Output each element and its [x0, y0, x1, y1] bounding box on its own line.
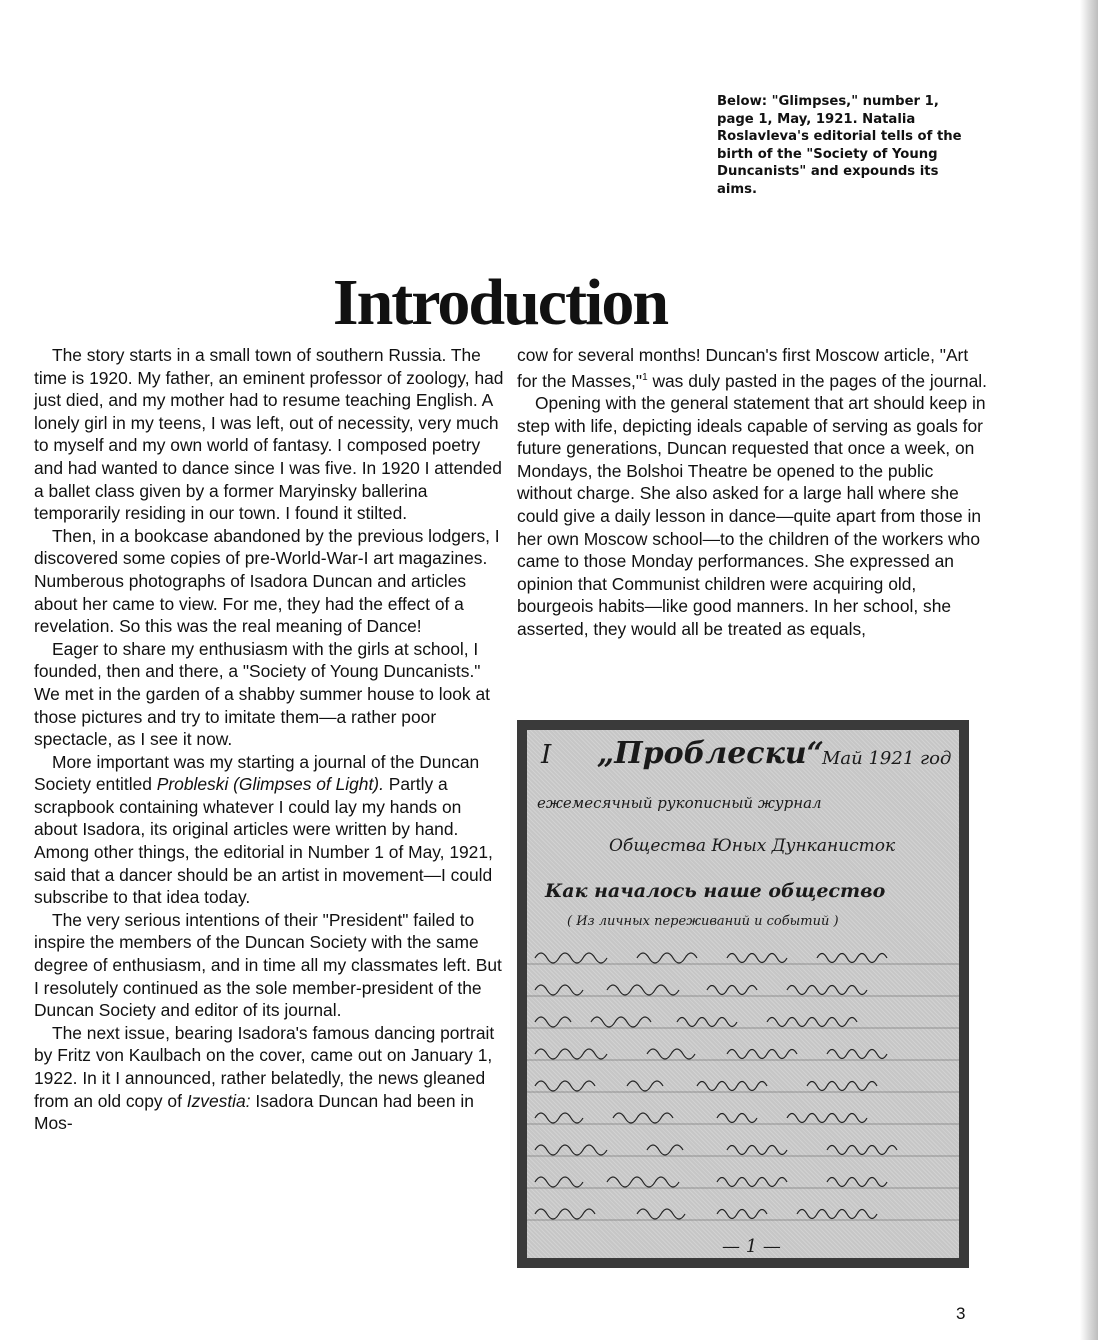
paragraph-text: The next issue, bearing Isadora's famous dancing portrait by Fritz von Kaulbach on the cover, came out on January 1, 1922. In it I announced, rather belatedly, the news gleaned from an old copy of [34, 1022, 495, 1111]
page-title: Introduction [332, 266, 668, 339]
manuscript-line: Общества Юных Дунканисток [609, 836, 896, 856]
page-number: 3 [956, 1304, 966, 1323]
manuscript-handwriting [527, 940, 959, 1250]
paragraph: The very serious intentions of their "President" failed to inspire the members of the Duncan Society with the same degree of enthusiasm, and in time all my classmates left. But I resolutely continued as the sole member-president of the Duncan Society and editor of its journal. [34, 909, 502, 1021]
journal-title: Probleski (Glimpses of Light). [156, 774, 384, 795]
paragraph-text: cow for several months! Duncan's first Moscow article, "Art for the Masses," [517, 345, 969, 391]
paragraph: Eager to share my enthusiasm with the girls at school, I founded, then and there, a "Society of Young Duncanists." We met in the garden of a shabby summer house to look at those pictures and try to imitate them—a rather poor spectacle, as I see it now. [34, 638, 490, 750]
manuscript-page [527, 730, 959, 1258]
paragraph-text: More important was my starting a journal of the Duncan Society entitled [34, 751, 480, 795]
paragraph-text: was duly pasted in the pages of the journal. [647, 370, 987, 391]
paragraph-text: Isadora Duncan had been in Mos- [34, 1090, 474, 1134]
manuscript-subtitle: ( Из личных переживаний и событий ) [567, 914, 839, 929]
manuscript-figure [517, 720, 969, 1268]
manuscript-header-title: „Проблески“ [597, 736, 824, 771]
right-column [517, 344, 987, 641]
figure-caption: Below: "Glimpses," number 1, page 1, May, 1921. Natalia Roslavleva's editorial tells of the birth of the "Society of Young Duncanists" and expounds its aims. [717, 94, 962, 197]
footnote-mark: 1 [642, 371, 648, 383]
paragraph [517, 344, 987, 392]
manuscript-header-date: Май 1921 год [822, 748, 952, 769]
manuscript-line: ежемесячный рукописный журнал [537, 794, 822, 812]
manuscript-page-mark: — 1 — [722, 1236, 781, 1257]
manuscript-heading: Как началось наше общество [545, 880, 886, 902]
paragraph: Then, in a bookcase abandoned by the previous lodgers, I discovered some copies of pre-World-War-I art magazines. Numberous photographs of Isadora Duncan and articles about her came to view. For me, they had the effect of a revelation. So this was the real meaning of Dance! [34, 525, 500, 637]
manuscript-header-mark: I [541, 740, 552, 770]
newspaper-title: Izvestia: [186, 1090, 251, 1111]
paragraph [34, 1022, 504, 1135]
page-edge-shadow [1080, 0, 1098, 1340]
left-column [34, 344, 504, 1135]
paragraph [34, 751, 504, 909]
paragraph-text: Partly a scrapbook containing whatever I could lay my hands on about Isadora, its original articles were written by hand. Among other things, the editorial in Number 1 of May, 1921, said that a dancer should be an artist in movement—I could subscribe to that idea today. [34, 774, 493, 908]
paragraph: Opening with the general statement that art should keep in step with life, depicting ideals capable of serving as goals for future generations, Duncan requested that once a week, on Mondays, the Bolshoi Theatre be opened to the public without charge. She also asked for a large hall where she could give a daily lesson in dance—quite apart from those in her own Moscow school—to the children of the workers who came to those Monday performances. She expressed an opinion that Communist children were acquiring old, bourgeois habits—like good manners. In her school, she asserted, they would all be treated as equals, [517, 392, 986, 639]
paragraph: The story starts in a small town of southern Russia. The time is 1920. My father, an eminent professor of zoology, had just died, and my mother had to resume teaching English. A lonely girl in my teens, I was left, out of necessity, very much to myself and my own world of fantasy. I composed poetry and had wanted to dance since I was five. In 1920 I attended a ballet class given by a former Maryinsky ballerina temporarily residing in our town. I found it stilted. [34, 345, 504, 524]
